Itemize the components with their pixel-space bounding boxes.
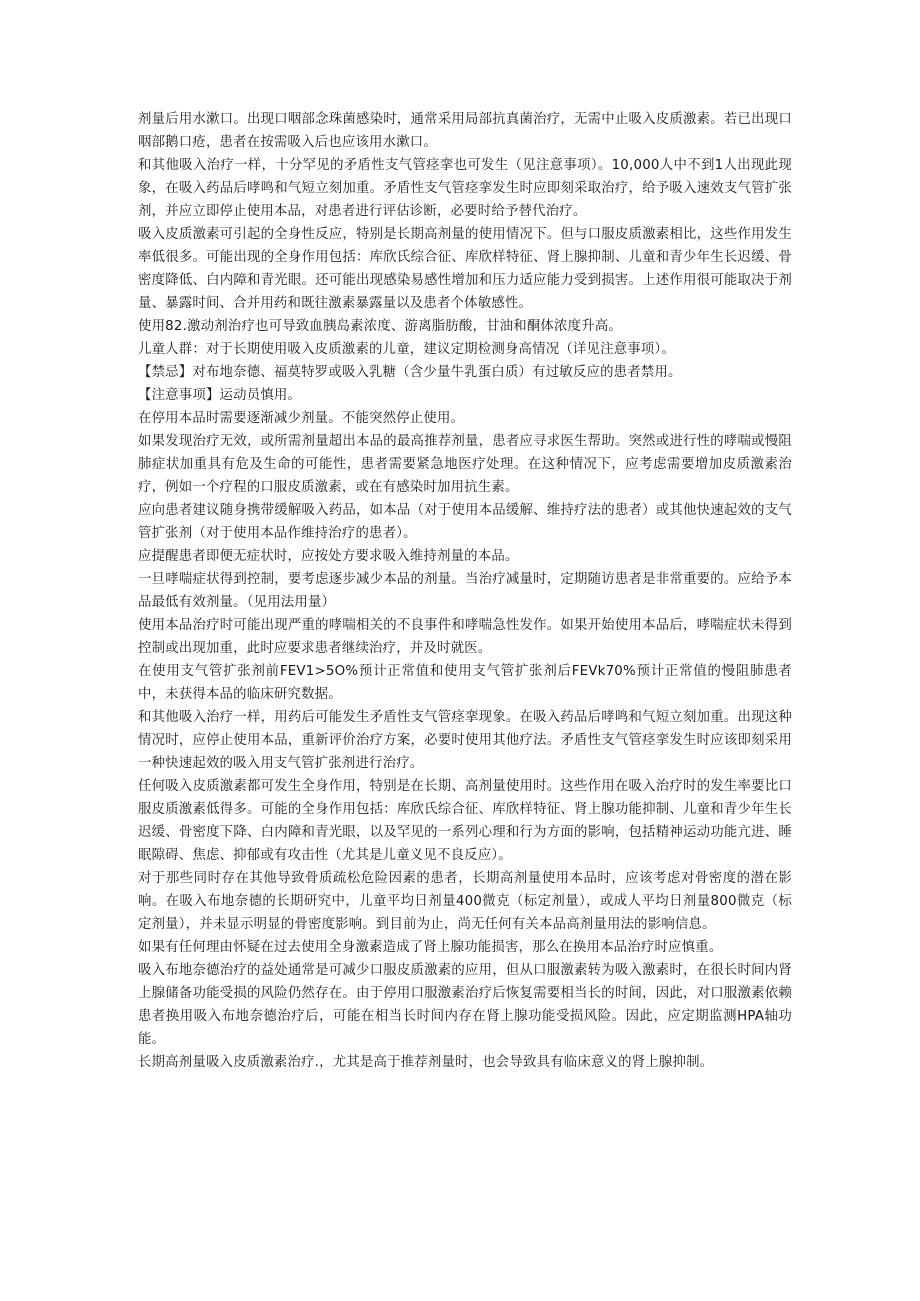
paragraph: 使用82.激动剂治疗也可导致血胰岛素浓度、游离脂肪酸，甘油和酮体浓度升高。 — [138, 319, 622, 334]
paragraph: 应向患者建议随身携带缓解吸入药品，如本品（对于使用本品缓解、维持疗法的患者）或其他快速起效的支气管扩张剂（对于使用本品作维持治疗的患者）。 — [138, 503, 792, 541]
paragraph: 使用本品治疗时可能出现严重的哮喘相关的不良事件和哮喘急性发作。如果开始使用本品后，哮喘症状未得到控制或出现加重，此时应要求患者继续治疗，并及时就医。 — [138, 618, 792, 656]
paragraph: 吸入布地奈德治疗的益处通常是可减少口服皮质激素的应用，但从口服激素转为吸入激素时，在很长时间内肾上腺储备功能受损的风险仍然存在。由于停用口服激素治疗后恢复需要相当长的时间，因此，对口服激素依赖患者换用吸入布地奈德治疗后，可能在相当长时间内存在肾上腺功能受损风险。因此，应定期监测HPA轴功能。 — [138, 963, 792, 1047]
paragraph: 应提醒患者即便无症状时，应按处方要求吸入维持剂量的本品。 — [138, 549, 519, 564]
paragraph: 在使用支气管扩张剂前FEV1>5O%预计正常值和使用支气管扩张剂后FEVk70%预计正常值的慢阻肺患者中，未获得本品的临床研究数据。 — [138, 664, 792, 702]
paragraph: 一旦哮喘症状得到控制，要考虑逐步减少本品的剂量。当治疗减量时，定期随访患者是非常重要的。应给予本品最低有效剂量。（见用法用量） — [138, 572, 792, 610]
paragraph: 长期高剂量吸入皮质激素治疗.，尤其是高于推荐剂量时，也会导致具有临床意义的肾上腺抑制。 — [138, 1055, 714, 1070]
paragraph: 在停用本品时需要逐渐减少剂量。不能突然停止使用。 — [138, 411, 465, 426]
paragraph: 如果有任何理由怀疑在过去使用全身激素造成了肾上腺功能损害，那么在换用本品治疗时应慎重。 — [138, 940, 723, 955]
paragraph: 剂量后用水漱口。出现口咽部念珠菌感染时，通常采用局部抗真菌治疗，无需中止吸入皮质激素。若已出现口咽部鹅口疮，患者在按需吸入后也应该用水漱口。 — [138, 112, 792, 150]
paragraph: 和其他吸入治疗一样，十分罕见的矛盾性支气管痉挛也可发生（见注意事项）。10,000人中不到1人出现此现象，在吸入药品后哮鸣和气短立刻加重。矛盾性支气管痉挛发生时应即刻采取治疗，给予吸入速效支气管扩张剂，并应立即停止使用本品，对患者进行评估诊断，必要时给予替代治疗。 — [138, 158, 792, 219]
paragraph: 对于那些同时存在其他导致骨质疏松危险因素的患者，长期高剂量使用本品时，应该考虑对骨密度的潜在影响。在吸入布地奈德的长期研究中，儿童平均日剂量400微克（标定剂量），或成人平均日剂量800微克（标定剂量），并未显示明显的骨密度影响。到目前为止，尚无任何有关本品高剂量用法的影响信息。 — [138, 871, 792, 932]
section-contraindications: 【禁忌】对布地奈德、福莫特罗或吸入乳糖（含少量牛乳蛋白质）有过敏反应的患者禁用。 — [138, 365, 682, 380]
paragraph: 和其他吸入治疗一样，用药后可能发生矛盾性支气管痉挛现象。在吸入药品后哮鸣和气短立刻加重。出现这种情况时，应停止使用本品，重新评价治疗方案，必要时使用其他疗法。矛盾性支气管痉挛发生时应该即刻采用一种快速起效的吸入用支气管扩张剂进行治疗。 — [138, 710, 792, 771]
paragraph: 如果发现治疗无效，或所需剂量超出本品的最高推荐剂量，患者应寻求医生帮助。突然或进行性的哮喘或慢阻肺症状加重具有危及生命的可能性，患者需要紧急地医疗处理。在这种情况下，应考虑需要增加皮质激素治疗，例如一个疗程的口服皮质激素，或在有感染时加用抗生素。 — [138, 434, 792, 495]
paragraph: 吸入皮质激素可引起的全身性反应，特别是长期高剂量的使用情况下。但与口服皮质激素相比，这些作用发生率低很多。可能出现的全身作用包括：库欣氏综合征、库欣样特征、肾上腺抑制、儿童和青少年生长迟缓、骨密度降低、白内障和青光眼。还可能出现感染易感性增加和压力适应能力受到损害。上述作用很可能取决于剂量、暴露时间、合并用药和既往激素暴露量以及患者个体敏感性。 — [138, 227, 792, 311]
section-precautions: 【注意事项】运动员慎用。 — [138, 388, 302, 403]
paragraph: 任何吸入皮质激素都可发生全身作用，特别是在长期、高剂量使用时。这些作用在吸入治疗时的发生率要比口服皮质激素低得多。可能的全身作用包括：库欣氏综合征、库欣样特征、肾上腺功能抑制、儿童和青少年生长迟缓、骨密度下降、白内障和青光眼，以及罕见的一系列心理和行为方面的影响，包括精神运动功能亢进、睡眠隙碍、焦虑、抑郁或有攻击性（尤其是儿童义见不良反应）。 — [138, 779, 792, 863]
paragraph: 儿童人群：对于长期使用吸入皮质激素的儿童，建议定期检测身高情况（详见注意事项）。 — [138, 342, 675, 357]
document-body — [138, 108, 792, 1074]
